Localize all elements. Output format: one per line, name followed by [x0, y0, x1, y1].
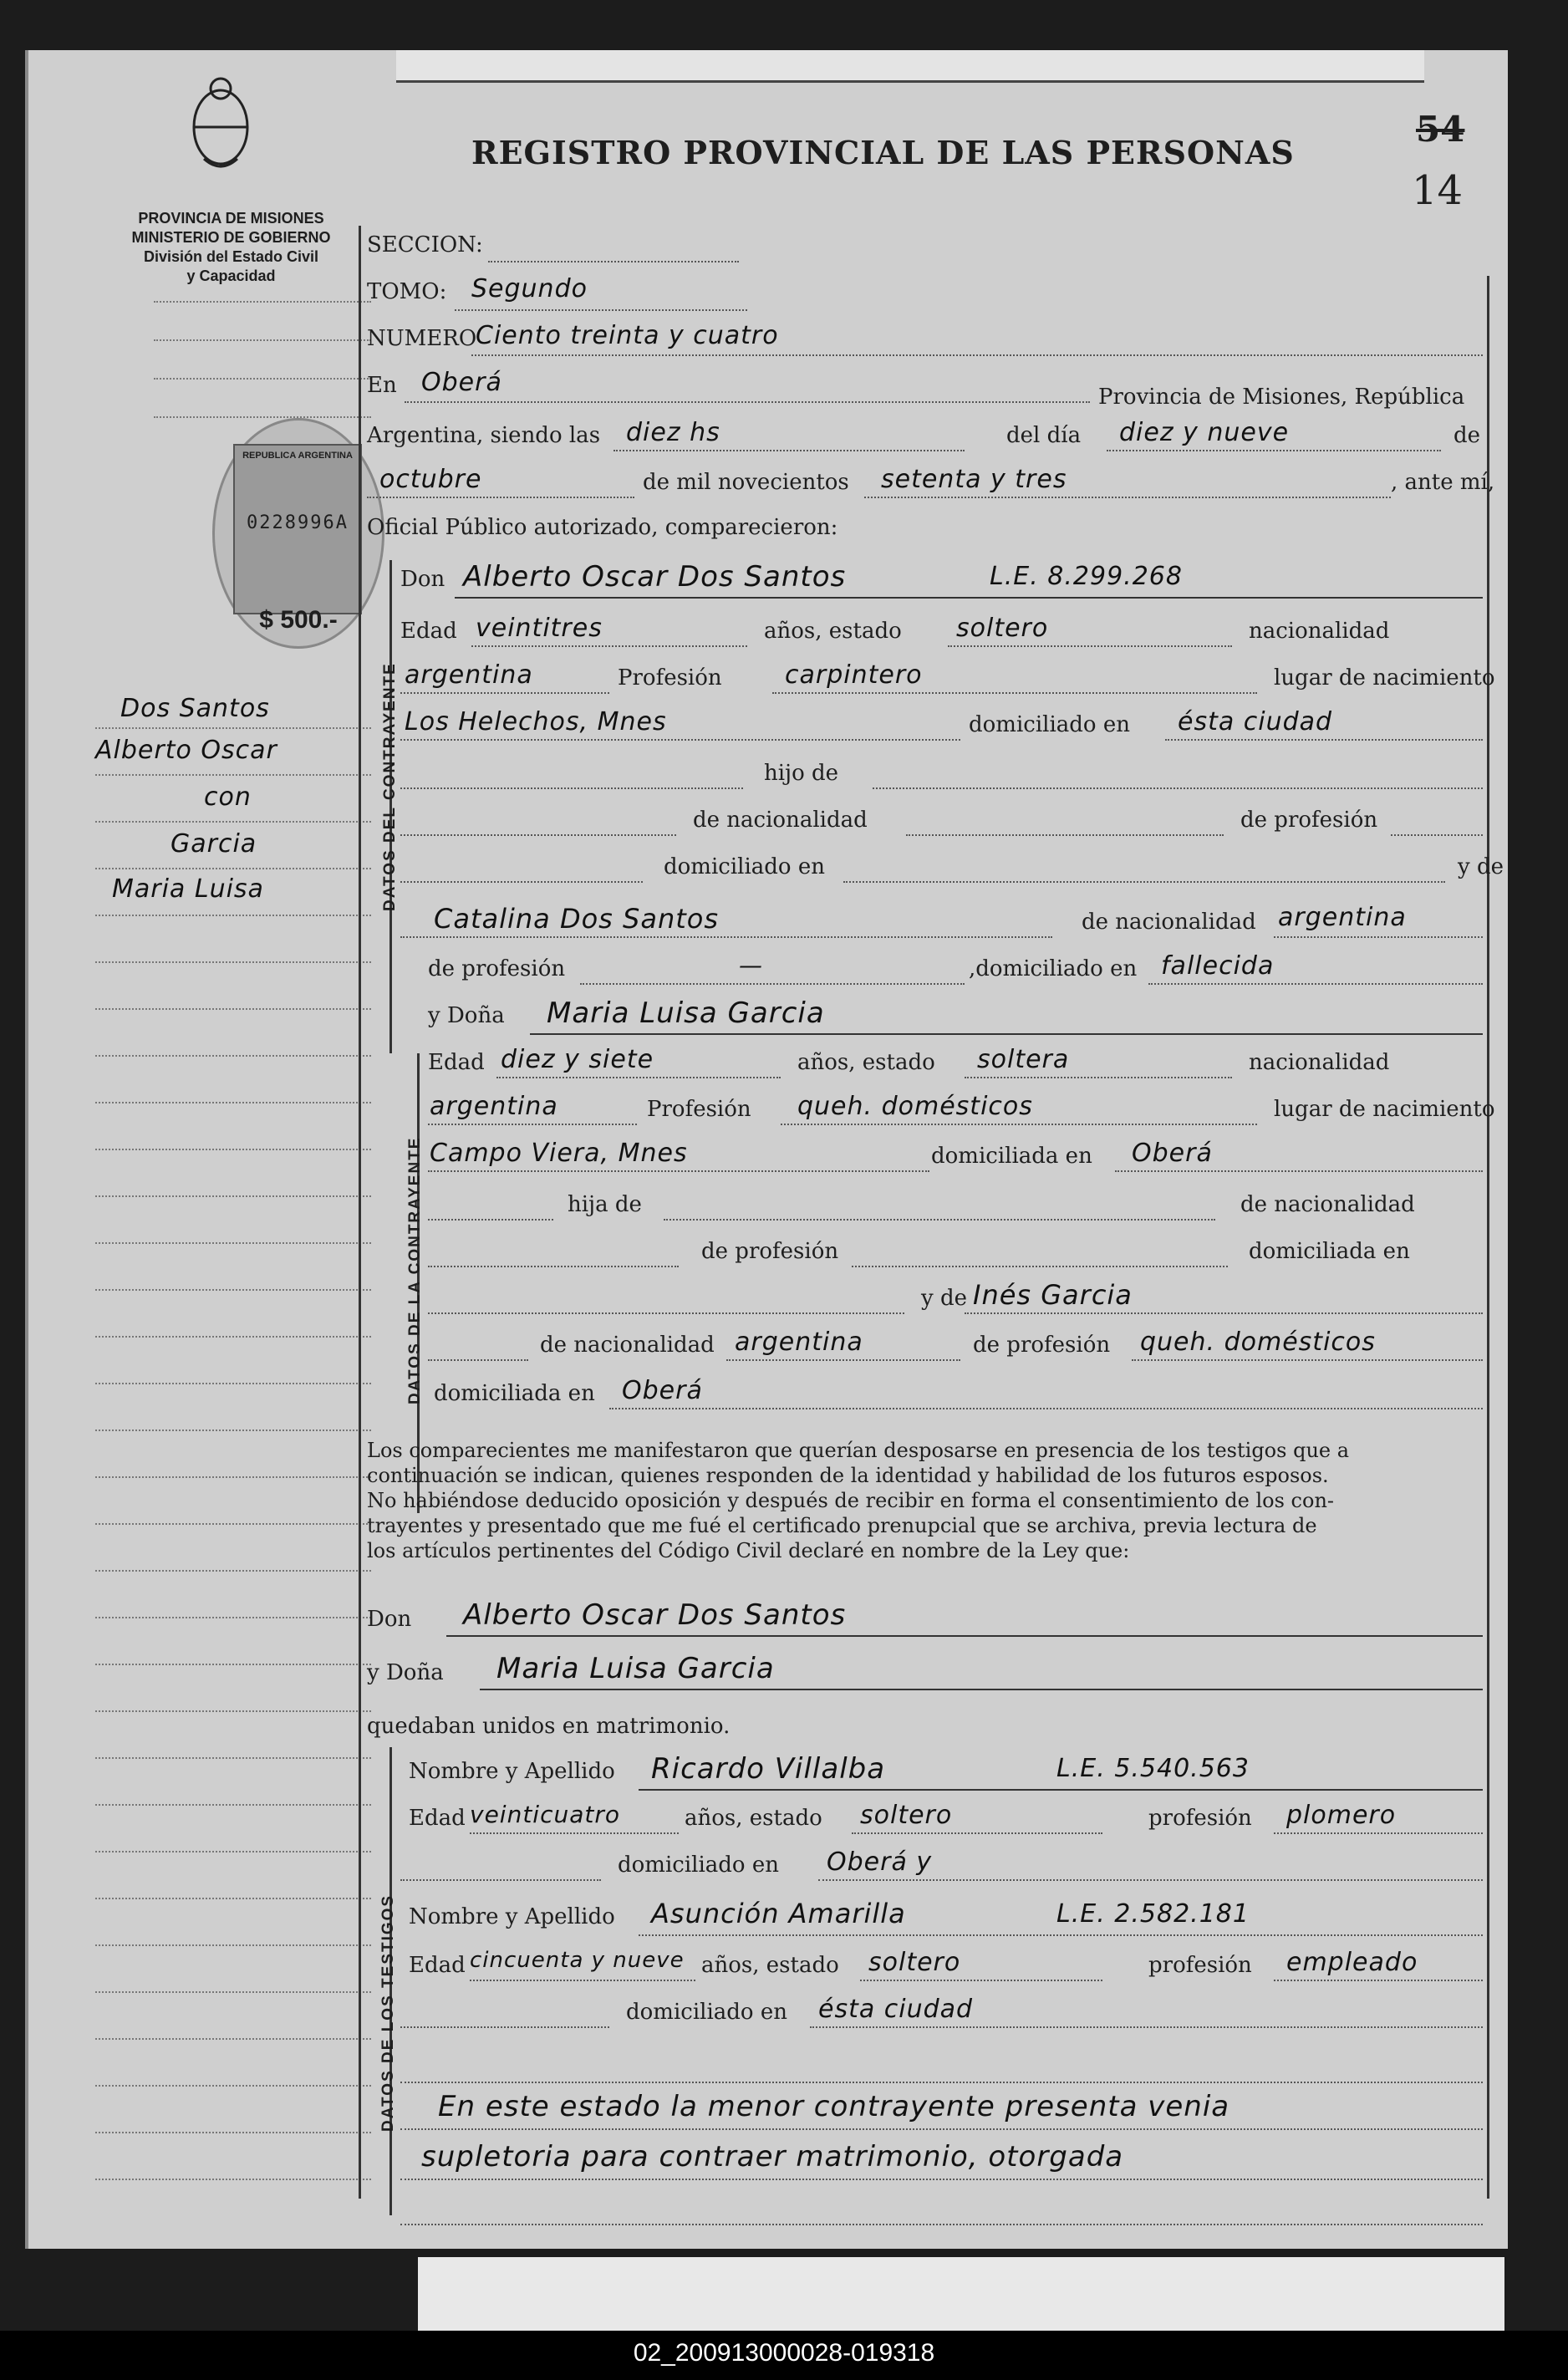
- org-division: División del Estado Civil: [143, 248, 319, 265]
- witness2-estado-value: soltero: [868, 1948, 961, 1977]
- bride-madre-prof-value: queh. domésticos: [1140, 1328, 1376, 1357]
- declaration-don-label: Don: [367, 1607, 412, 1632]
- seccion-label: SECCION:: [367, 232, 483, 257]
- margin-ledger-line: [95, 774, 371, 776]
- bride-madre-value: Inés Garcia: [973, 1279, 1133, 1311]
- oficial-text: Oficial Público autorizado, comparecieron:: [367, 515, 838, 540]
- groom-domicilio-value: ésta ciudad: [1178, 707, 1333, 736]
- ante-mi: , ante mí,: [1391, 470, 1495, 495]
- groom-padre-dom-label: domiciliado en: [664, 854, 825, 879]
- en-label: En: [367, 373, 397, 398]
- margin-ledger-line: [95, 1757, 371, 1759]
- bride-profesion-label: Profesión: [647, 1097, 751, 1122]
- witness2-domicilio-value: ésta ciudad: [818, 1995, 974, 2024]
- bride-nacionalidad-value: argentina: [430, 1092, 558, 1121]
- witness1-estado-value: soltero: [860, 1801, 953, 1830]
- margin-ledger-line: [95, 1430, 371, 1431]
- groom-madre-value: Catalina Dos Santos: [434, 903, 720, 935]
- groom-don-label: Don: [400, 567, 445, 592]
- bride-madre-nac-value: argentina: [735, 1328, 863, 1357]
- groom-madre-prof-label: de profesión: [428, 956, 566, 981]
- declaration-paragraph: [367, 1438, 1487, 1563]
- anio-value: setenta y tres: [881, 465, 1067, 494]
- margin-ledger-line: [95, 1851, 371, 1853]
- witness2-document-value: L.E. 2.582.181: [1056, 1899, 1250, 1929]
- witness2-dom-label: domiciliado en: [626, 2000, 787, 2025]
- groom-section-label: DATOS DEL CONTRAYENTE: [381, 662, 399, 911]
- witness1-name-value: Ricardo Villalba: [651, 1752, 886, 1786]
- margin-ledger-line: [95, 1710, 371, 1712]
- witness2-profesion-label: profesión: [1148, 1953, 1252, 1978]
- bride-edad-label: Edad: [428, 1050, 485, 1075]
- register-page: [25, 50, 1508, 2249]
- bride-domicilio-value: Oberá: [1132, 1139, 1213, 1168]
- next-page-edge: [396, 50, 1424, 83]
- national-shield-icon: [179, 75, 262, 176]
- bride-y-de-label-visible: y de: [921, 1286, 967, 1311]
- groom-madre-nac-value: argentina: [1278, 903, 1407, 932]
- margin-note-surname: Dos Santos: [120, 694, 270, 723]
- margin-ledger-line: [154, 301, 371, 303]
- margin-ledger-line: [95, 1195, 371, 1197]
- witness1-edad-label: Edad: [409, 1806, 466, 1831]
- tomo-value: Segundo: [471, 274, 588, 303]
- dia-value: diez y nueve: [1119, 418, 1290, 447]
- margin-ledger-line: [95, 1898, 371, 1899]
- margin-ledger-line: [95, 1383, 371, 1384]
- bride-nacionalidad-label: nacionalidad: [1249, 1050, 1390, 1075]
- declaration-closing: quedaban unidos en matrimonio.: [367, 1714, 731, 1739]
- numero-value: Ciento treinta y cuatro: [476, 321, 779, 350]
- groom-profesion-label: Profesión: [618, 665, 722, 691]
- bride-estado-value: soltera: [977, 1045, 1070, 1074]
- annotation-line-1: En este estado la menor contrayente presenta venia: [438, 2090, 1230, 2123]
- bride-madre-nac-label: de nacionalidad: [540, 1333, 715, 1358]
- margin-ledger-line: [154, 416, 371, 418]
- witness1-profesion-value: plomero: [1286, 1801, 1397, 1830]
- groom-lugar-value: Los Helechos, Mnes: [405, 707, 667, 736]
- margin-ledger-line: [95, 1055, 371, 1057]
- groom-nacionalidad-label: nacionalidad: [1249, 619, 1390, 644]
- de-label: de: [1453, 423, 1481, 448]
- mil-label: de mil novecientos: [643, 470, 849, 495]
- org-capacity: y Capacidad: [186, 268, 276, 284]
- margin-ledger-line: [95, 2132, 371, 2133]
- groom-name-value: Alberto Oscar Dos Santos: [463, 560, 847, 594]
- tomo-label: TOMO:: [367, 279, 447, 304]
- stamp-number: 0228996A: [247, 512, 349, 533]
- main-frame-rule-right: [1487, 276, 1489, 2199]
- del-dia-label: del día: [1006, 423, 1082, 448]
- org-province: PROVINCIA DE MISIONES: [138, 210, 324, 227]
- margin-ledger-line: [95, 1664, 371, 1665]
- margin-ledger-line: [95, 727, 371, 729]
- margin-ledger-line: [154, 339, 371, 341]
- image-id: 02_200913000028-019318: [633, 2339, 935, 2367]
- margin-ledger-line: [95, 1289, 371, 1291]
- groom-madre-dom-value: fallecida: [1161, 951, 1275, 981]
- groom-document-value: L.E. 8.299.268: [990, 562, 1183, 591]
- image-footer: [0, 2331, 1568, 2380]
- groom-madre-prof-value: —: [739, 951, 763, 979]
- witness2-anios-label: años, estado: [701, 1953, 839, 1978]
- page-number-struck: 54: [1416, 109, 1465, 150]
- declaration-dona-value: Maria Luisa Garcia: [496, 1652, 775, 1685]
- margin-ledger-line: [95, 1102, 371, 1103]
- page-title: REGISTRO PROVINCIAL DE LAS PERSONAS: [471, 134, 1295, 171]
- stamp-value: $ 500.-: [259, 606, 338, 634]
- bride-section-label: DATOS DE LA CONTRAYENTE: [406, 1136, 424, 1404]
- margin-ledger-line: [95, 1476, 371, 1478]
- groom-edad-value: veintitres: [476, 614, 603, 643]
- margin-ledger-line: [154, 378, 371, 380]
- groom-padre-nac-label: de nacionalidad: [693, 808, 868, 833]
- declaration-line-5: los artículos pertinentes del Código Civil declaré en nombre de la Ley que:: [367, 1539, 1130, 1562]
- margin-ledger-line: [95, 1523, 371, 1525]
- groom-nacionalidad-value: argentina: [405, 660, 533, 690]
- witness1-domicilio-value: Oberá y: [827, 1847, 933, 1877]
- margin-ledger-line: [95, 961, 371, 963]
- page-stack-edge: [418, 2257, 1504, 2332]
- groom-domiciliado-label: domiciliado en: [969, 712, 1130, 737]
- provincia-text: Provincia de Misiones, República: [1098, 385, 1465, 410]
- groom-edad-label: Edad: [400, 619, 457, 644]
- bride-lugar-label: lugar de nacimiento: [1274, 1097, 1495, 1122]
- witness1-dom-label: domiciliado en: [618, 1853, 779, 1878]
- witness1-document-value: L.E. 5.540.563: [1056, 1754, 1250, 1783]
- main-frame-rule: [359, 226, 361, 2199]
- margin-note-con: con: [204, 782, 252, 812]
- annotation-line-2: supletoria para contraer matrimonio, otorgada: [421, 2140, 1124, 2174]
- margin-ledger-line: [95, 821, 371, 823]
- hora-value: diez hs: [626, 418, 720, 447]
- witness2-edad-value: cincuenta y nueve: [470, 1948, 685, 1973]
- margin-note-name: Alberto Oscar: [95, 736, 277, 765]
- bride-profesion-value: queh. domésticos: [797, 1092, 1033, 1121]
- declaration-line-3: No habiéndose deducido oposición y después de recibir en forma el consentimiento de los con-: [367, 1489, 1335, 1512]
- witnesses-section-label: DATOS DE LOS TESTIGOS: [379, 1893, 397, 2132]
- margin-note-spouse-name: Maria Luisa: [112, 874, 264, 904]
- groom-hijo-label: hijo de: [764, 761, 839, 786]
- witness2-nombre-label: Nombre y Apellido: [409, 1904, 615, 1929]
- numero-label: NUMERO: [367, 326, 477, 351]
- witness1-anios-label: años, estado: [685, 1806, 822, 1831]
- bride-hija-label: hija de: [568, 1192, 642, 1217]
- groom-madre-nac-label: de nacionalidad: [1082, 910, 1256, 935]
- margin-ledger-line: [95, 1991, 371, 1993]
- bride-padre-nac-label: de nacionalidad: [1240, 1192, 1415, 1217]
- bride-padre-dom-label: domiciliada en: [1249, 1239, 1410, 1264]
- mes-value: octubre: [379, 465, 482, 494]
- bride-lugar-value: Campo Viera, Mnes: [430, 1139, 688, 1168]
- bride-madre-dom-label: domiciliada en: [434, 1381, 595, 1406]
- margin-ledger-line: [95, 1336, 371, 1338]
- margin-ledger-line: [95, 1149, 371, 1150]
- witness1-edad-value: veinticuatro: [470, 1801, 620, 1828]
- margin-ledger-line: [95, 2038, 371, 2040]
- margin-ledger-line: [95, 2085, 371, 2087]
- margin-ledger-line: [95, 915, 371, 916]
- margin-note-spouse-surname: Garcia: [171, 829, 257, 859]
- groom-profesion-value: carpintero: [785, 660, 923, 690]
- margin-ledger-line: [95, 1944, 371, 1946]
- margin-ledger-line: [95, 868, 371, 869]
- bride-madre-prof-label: de profesión: [973, 1333, 1111, 1358]
- page-number: 14: [1412, 167, 1464, 214]
- margin-ledger-line: [95, 2179, 371, 2180]
- declaration-don-value: Alberto Oscar Dos Santos: [463, 1598, 847, 1632]
- bride-domiciliada-label: domiciliada en: [931, 1144, 1092, 1169]
- groom-y-de-label: y de: [1458, 854, 1504, 879]
- bride-dona-label: y Doña: [428, 1003, 505, 1028]
- groom-anios-label: años, estado: [764, 619, 902, 644]
- witness1-profesion-label: profesión: [1148, 1806, 1252, 1831]
- groom-lugar-label: lugar de nacimiento: [1274, 665, 1495, 691]
- bride-anios-label: años, estado: [797, 1050, 935, 1075]
- declaration-line-2: continuación se indican, quienes responden de la identidad y habilidad de los futuros esposos.: [367, 1464, 1329, 1487]
- en-value: Oberá: [421, 368, 502, 397]
- margin-ledger-line: [95, 1804, 371, 1806]
- witness2-profesion-value: empleado: [1286, 1948, 1418, 1977]
- margin-ledger-line: [95, 1242, 371, 1244]
- margin-ledger-line: [95, 1570, 371, 1572]
- bride-name-value: Maria Luisa Garcia: [547, 996, 825, 1030]
- bride-edad-value: diez y siete: [501, 1045, 654, 1074]
- stamp-heading: REPUBLICA ARGENTINA: [242, 451, 353, 461]
- groom-padre-prof-label: de profesión: [1240, 808, 1378, 833]
- left-margin-column: [87, 50, 375, 2240]
- argentina-text: Argentina, siendo las: [367, 423, 601, 448]
- org-ministry: MINISTERIO DE GOBIERNO: [131, 229, 331, 246]
- bride-padre-prof-label: de profesión: [701, 1239, 839, 1264]
- witness2-name-value: Asunción Amarilla: [651, 1898, 906, 1929]
- witness1-nombre-label: Nombre y Apellido: [409, 1759, 615, 1784]
- groom-madre-dom-label: ,domiciliado en: [969, 956, 1138, 981]
- declaration-line-4: trayentes y presentado que me fué el certificado prenupcial que se archiva, previa lectura de: [367, 1514, 1317, 1537]
- declaration-dona-label: y Doña: [367, 1660, 444, 1685]
- bride-madre-dom-value: Oberá: [622, 1376, 703, 1405]
- witness2-edad-label: Edad: [409, 1953, 466, 1978]
- margin-ledger-line: [95, 1008, 371, 1010]
- declaration-line-1: Los comparecientes me manifestaron que querían desposarse en presencia de los testigos que a: [367, 1439, 1350, 1462]
- margin-ledger-line: [95, 1617, 371, 1618]
- groom-estado-value: soltero: [956, 614, 1049, 643]
